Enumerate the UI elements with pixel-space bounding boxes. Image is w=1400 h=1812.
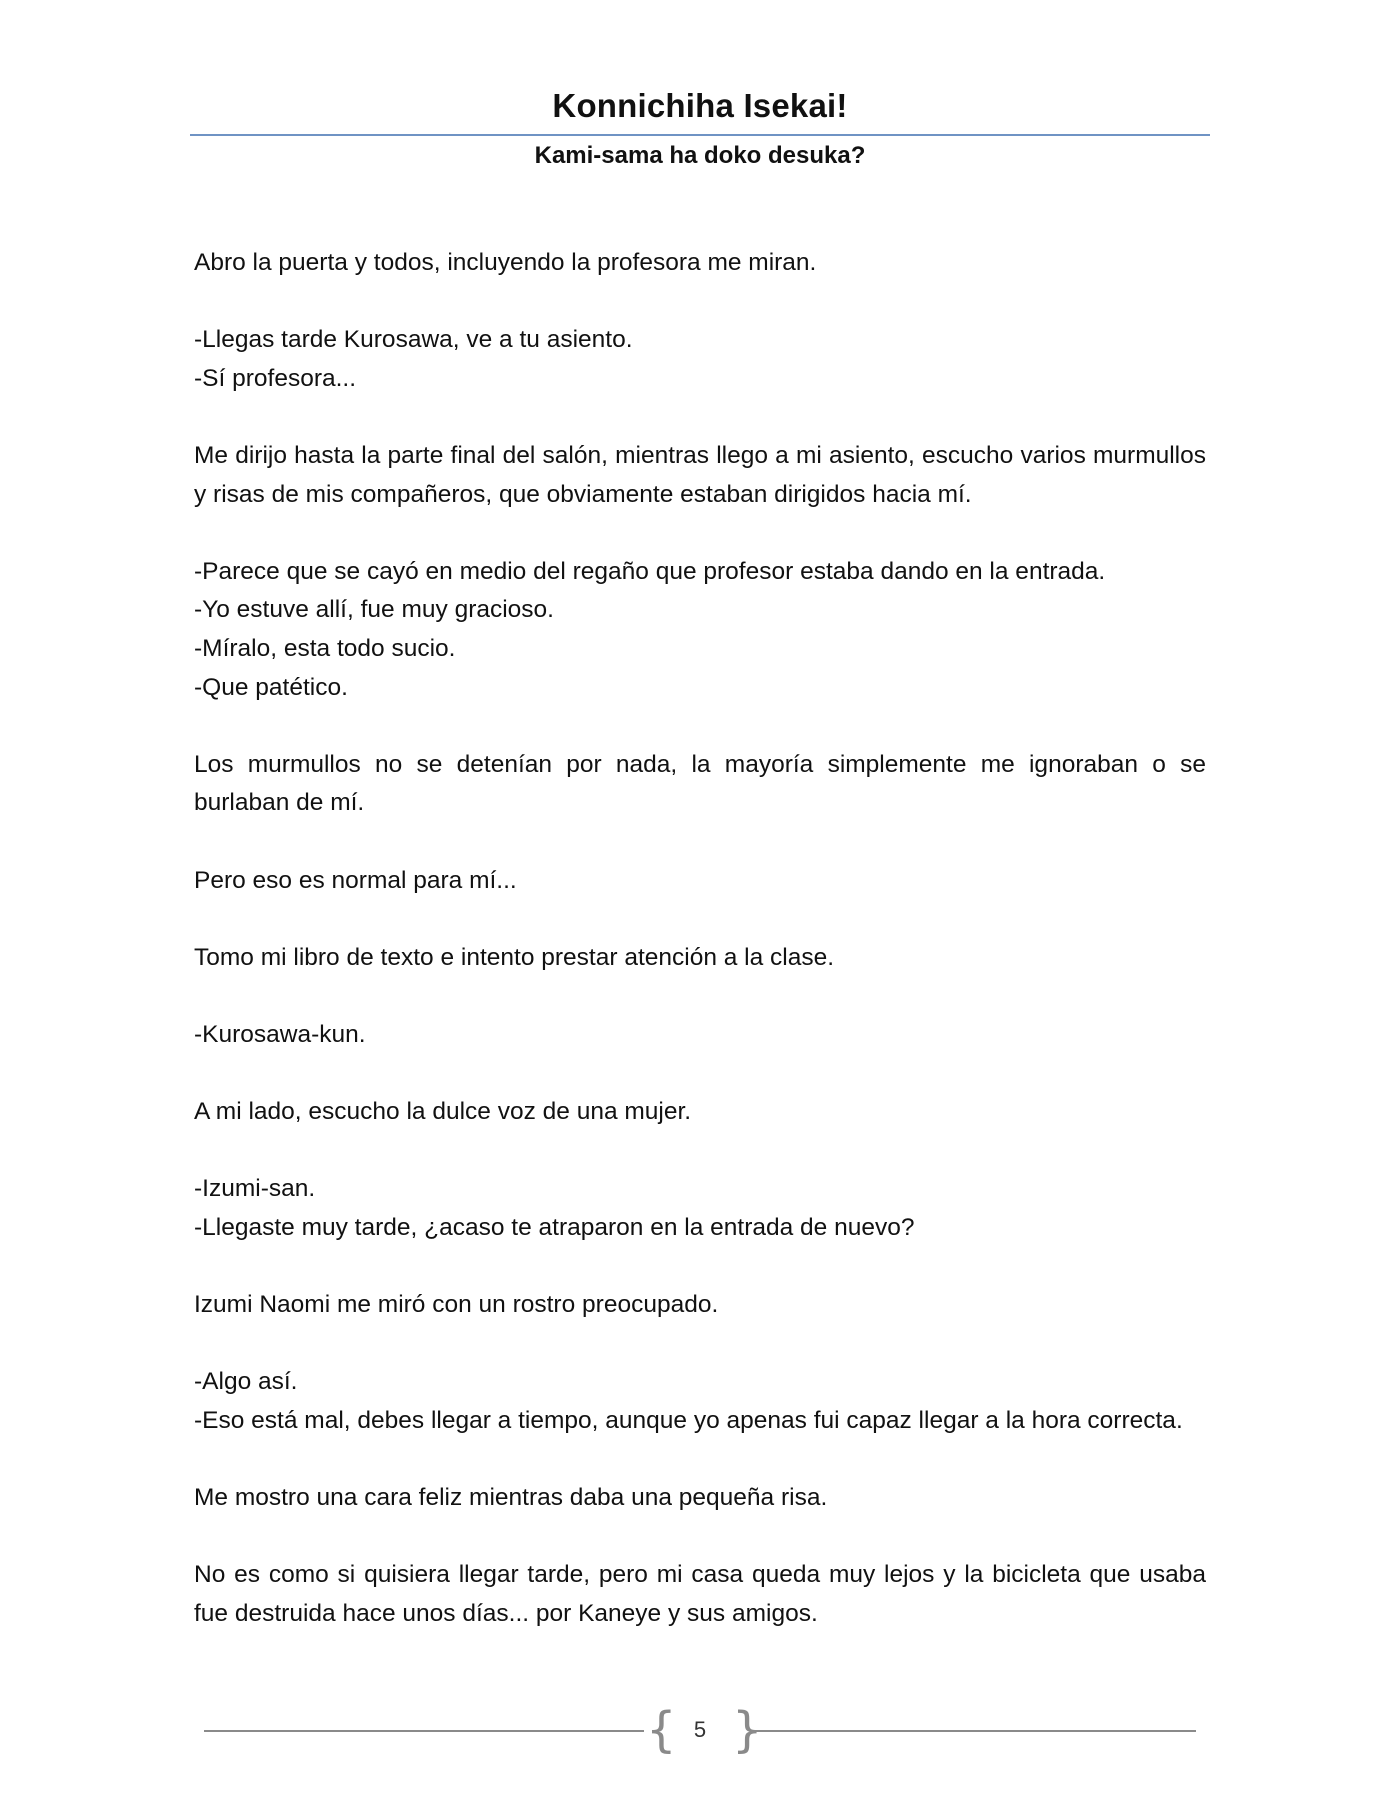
page-number: 5 [693,1717,707,1742]
text-line: A mi lado, escucho la dulce voz de una mujer. [194,1098,692,1126]
page-header [190,84,1210,128]
footer-divider-left [204,1730,644,1732]
paragraph [194,1479,1206,1518]
paragraph [194,746,1206,823]
paragraph [194,1363,1206,1440]
text-line: -Kurosawa-kun. [194,1020,366,1048]
footer-divider-right [756,1730,1196,1732]
text-line: Los murmullos no se detenían por nada, la mayoría simplemente me ignoraban o se burlaban de mí. [194,750,1206,817]
text-line: Me dirijo hasta la parte final del salón, mientras llego a mi asiento, escucho varios murmullos y risas de mis compañeros, que obviamente estaban dirigidos hacia mí. [194,441,1206,508]
text-line: Izumi Naomi me miró con un rostro preocupado. [194,1291,719,1319]
paragraph [194,862,1206,901]
paragraph [194,939,1206,978]
text-line: -Míralo, esta todo sucio. [194,634,456,662]
text-line: -Yo estuve allí, fue muy gracioso. [194,596,554,624]
paragraph [194,437,1206,514]
header-divider [190,134,1210,136]
book-title: Konnichiha Isekai! [552,87,848,124]
paragraph [194,244,1206,283]
paragraph [194,321,1206,398]
text-line: -Llegas tarde Kurosawa, ve a tu asiento. [194,326,633,354]
text-line: -Eso está mal, debes llegar a tiempo, aunque yo apenas fui capaz llegar a la hora correcta. [194,1406,1183,1434]
paragraph [194,1093,1206,1132]
text-line: -Sí profesora... [194,364,357,392]
text-line: Abro la puerta y todos, incluyendo la profesora me miran. [194,249,817,276]
paragraph [194,1286,1206,1325]
text-line: -Izumi-san. [194,1175,316,1203]
text-line: -Llegaste muy tarde, ¿acaso te atraparon en la entrada de nuevo? [194,1213,915,1241]
paragraph [194,1016,1206,1055]
text-line: Pero eso es normal para mí... [194,866,517,894]
text-line: -Algo así. [194,1368,298,1396]
right-brace-ornament: } [732,1702,763,1758]
paragraph [194,1170,1206,1247]
paragraph [194,553,1206,707]
page-footer [200,1702,1200,1758]
text-line: -Que patético. [194,673,348,701]
body-text [194,244,1206,1672]
left-brace-ornament: { [646,1702,677,1758]
text-line: Tomo mi libro de texto e intento prestar atención a la clase. [194,943,835,971]
text-line: No es como si quisiera llegar tarde, pero mi casa queda muy lejos y la bicicleta que usaba fue destruida hace unos días... por Kaneye y sus amigos. [194,1561,1206,1627]
paragraph [194,1556,1206,1633]
chapter-title: Kami-sama ha doko desuka? [534,142,866,169]
text-line: -Parece que se cayó en medio del regaño que profesor estaba dando en la entrada. [194,557,1106,585]
text-line: Me mostro una cara feliz mientras daba una pequeña risa. [194,1484,828,1511]
